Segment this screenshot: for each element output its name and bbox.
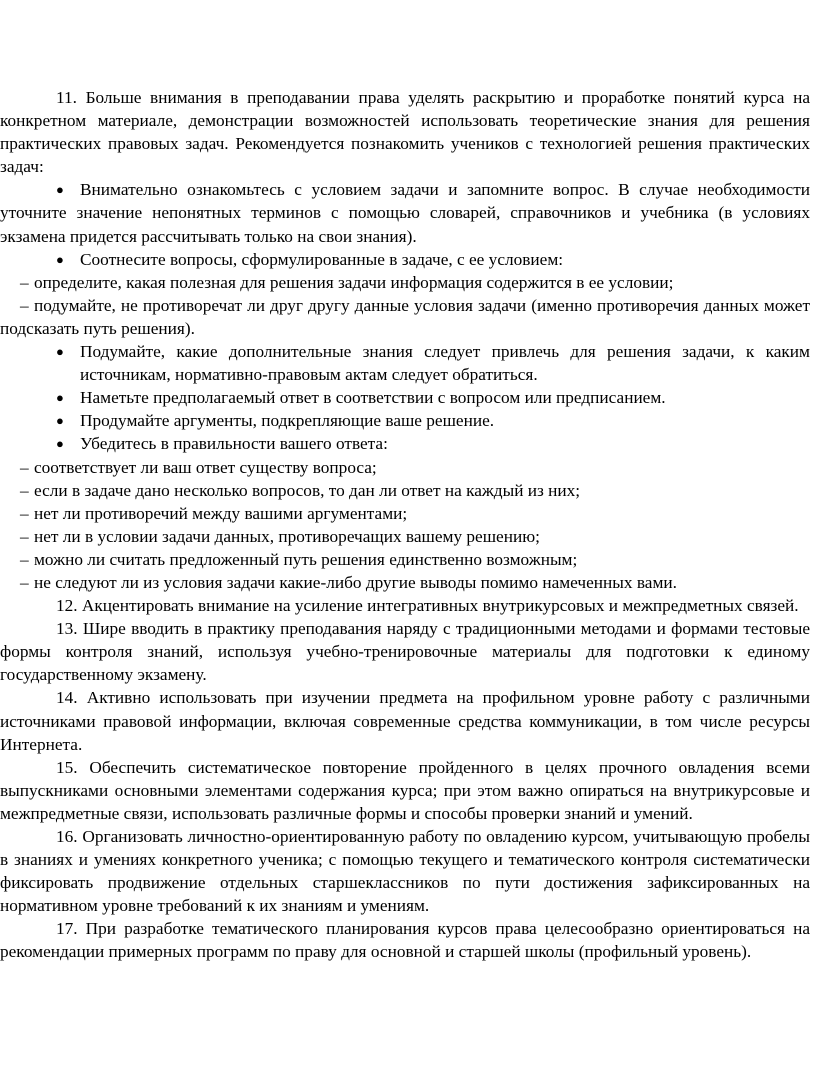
dash-text: подумайте, не противоречат ли друг другу данные условия задачи (именно противоречия данных может подсказать путь решения).	[0, 295, 810, 338]
bullet-item-1	[0, 178, 816, 247]
paragraph-15: 15. Обеспечить систематическое повторение пройденного в целях прочного овладения всеми выпускниками основными элементами содержания курса; при этом важно опираться на внутрикурсовые и межпредметные связи, использовать различные формы и способы проверки знаний и умений.	[0, 757, 810, 823]
bullet-item-4	[0, 386, 816, 409]
dash-text: определите, какая полезная для решения задачи информация содержится в ее условии;	[34, 272, 674, 292]
dash-icon: –	[20, 295, 29, 315]
dash-item-2	[0, 294, 816, 340]
bullet-text: Подумайте, какие дополнительные знания следует привлечь для решения задачи, к каким источникам, нормативно-правовым актам следует обратиться.	[80, 342, 810, 385]
dash-icon: –	[20, 526, 29, 546]
dash-item-1	[0, 271, 816, 294]
dash-text: соответствует ли ваш ответ существу вопроса;	[34, 457, 377, 477]
document-page	[0, 86, 816, 964]
bullet-icon: ●	[56, 436, 64, 452]
dash-item-4	[0, 479, 816, 502]
dash-text: если в задаче дано несколько вопросов, то дан ли ответ на каждый из них;	[34, 480, 581, 500]
dash-icon: –	[20, 457, 29, 477]
bullet-text: Наметьте предполагаемый ответ в соответствии с вопросом или предписанием.	[80, 388, 666, 408]
bullet-icon: ●	[56, 182, 64, 198]
dash-item-8	[0, 571, 816, 594]
dash-icon: –	[20, 572, 29, 592]
bullet-text: Продумайте аргументы, подкрепляющие ваше решение.	[80, 411, 495, 431]
bullet-text: Убедитесь в правильности вашего ответа:	[80, 434, 388, 454]
dash-text: нет ли в условии задачи данных, противоречащих вашему решению;	[34, 526, 540, 546]
dash-item-5	[0, 502, 816, 525]
bullet-icon: ●	[56, 413, 64, 429]
dash-text: нет ли противоречий между вашими аргументами;	[34, 503, 408, 523]
paragraph-16: 16. Организовать личностно-ориентированную работу по овладению курсом, учитывающую пробелы в знаниях и умениях конкретного ученика; с помощью текущего и тематического контроля систематически фиксировать продвижение отдельных старшеклассников по пути достижения зафиксированных на нормативном уровне требований к их знаниям и умениям.	[0, 827, 810, 916]
dash-icon: –	[20, 480, 29, 500]
dash-item-3	[0, 456, 816, 479]
dash-text: можно ли считать предложенный путь решения единственно возможным;	[34, 549, 578, 569]
paragraph-17: 17. При разработке тематического планирования курсов права целесообразно ориентироваться на рекомендации примерных программ по праву для основной и старшей школы (профильный уровень).	[0, 919, 810, 962]
bullet-item-3	[0, 340, 816, 386]
bullet-icon: ●	[56, 390, 64, 406]
bullet-icon: ●	[56, 344, 64, 360]
dash-text: не следуют ли из условия задачи какие-либо другие выводы помимо намеченных вами.	[34, 572, 677, 592]
bullet-text: Внимательно ознакомьтесь с условием задачи и запомните вопрос. В случае необходимости уточните значение непонятных терминов с помощью словарей, справочников и учебника (в условиях экзамена придется рассчитывать только на свои знания).	[0, 180, 810, 246]
dash-item-6	[0, 525, 816, 548]
dash-item-7	[0, 548, 816, 571]
bullet-text: Соотнесите вопросы, сформулированные в задаче, с ее условием:	[80, 249, 564, 269]
bullet-item-6	[0, 432, 816, 455]
bullet-item-5	[0, 409, 816, 432]
paragraph-14: 14. Активно использовать при изучении предмета на профильном уровне работу с различными источниками правовой информации, включая современные средства коммуникации, в том числе ресурсы Интернета.	[0, 688, 810, 754]
paragraph-12: 12. Акцентировать внимание на усиление интегративных внутрикурсовых и межпредметных связей.	[56, 596, 799, 616]
dash-icon: –	[20, 503, 29, 523]
paragraph-13: 13. Шире вводить в практику преподавания наряду с традиционными методами и формами тестовые формы контроля знаний, используя учебно-тренировочные материалы для подготовки к единому государственному экзамену.	[0, 619, 810, 685]
dash-icon: –	[20, 549, 29, 569]
bullet-item-2	[0, 248, 816, 271]
paragraph-11: 11. Больше внимания в преподавании права уделять раскрытию и проработке понятий курса на конкретном материале, демонстрации возможностей использовать теоретические знания для решения практических правовых задач. Рекомендуется познакомить учеников с технологией решения практических задач:	[0, 88, 810, 177]
dash-icon: –	[20, 272, 29, 292]
bullet-icon: ●	[56, 251, 64, 267]
